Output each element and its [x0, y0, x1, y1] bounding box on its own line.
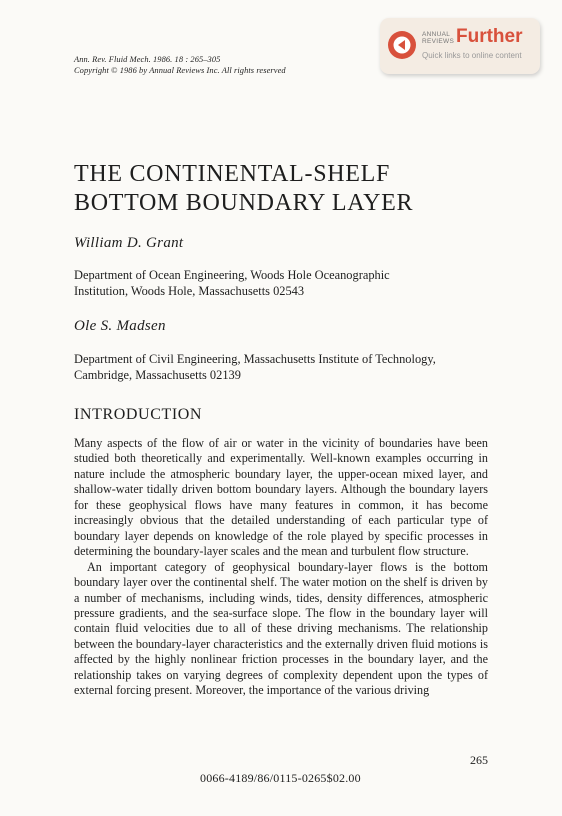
journal-reference — [74, 54, 286, 76]
article-title-line-1: THE CONTINENTAL-SHELF — [74, 161, 391, 187]
article-title-line-2: BOTTOM BOUNDARY LAYER — [74, 190, 414, 216]
article-title — [74, 160, 413, 218]
badge-further-label: Further — [456, 26, 523, 47]
paragraph: An important category of geophysical boundary-layer flows is the bottom boundary layer over the continental shelf. The water motion on the shelf is driven by a number of mechanisms, including winds, tides, density differences, atmospheric pressure gradients, and the sea-surface slope. The flow in the boundary layer will contain fluid velocities due to all of these driving mechanisms. The relationship between the boundary-layer characteristics and the externally driven fluid motions is affected by the highly nonlinear friction processes in the boundary layer, and the relationship takes on varying degrees of complexity dependent upon the types of external forcing present. Moreover, the importance of the various driving — [74, 559, 488, 698]
author-name: William D. Grant — [74, 235, 184, 251]
badge-subtitle: Quick links to online content — [422, 51, 522, 60]
affiliation-line: Department of Ocean Engineering, Woods Hole Oceanographic — [74, 268, 390, 282]
paragraph: Many aspects of the flow of air or water in the vicinity of boundaries have been studied both theoretically and experimentally. Well-known examples occurring in nature include the atmospheric boundary layer, the upper-ocean mixed layer, and shallow-water tidally driven bottom boundary layers. Although the boundary layers for these geophysical flows have many features in common, it has become increasingly obvious that the detailed understanding of each particular type of boundary layer depends on knowledge of the role played by specific processes in determining the boundary-layer scales and the mean and turbulent flow structure. — [74, 436, 488, 559]
play-arrow-icon — [387, 30, 417, 60]
author-affiliation — [74, 267, 504, 299]
badge-publisher-label — [422, 31, 454, 45]
page-number: 265 — [470, 753, 488, 767]
further-links-badge[interactable] — [380, 18, 540, 74]
badge-publisher-annual: ANNUAL — [422, 31, 451, 38]
body-text — [74, 436, 488, 699]
affiliation-line: Department of Civil Engineering, Massachusetts Institute of Technology, — [74, 352, 436, 366]
journal-citation: Ann. Rev. Fluid Mech. 1986. 18 : 265–305 — [74, 55, 221, 64]
affiliation-line: Cambridge, Massachusetts 02139 — [74, 368, 241, 382]
section-heading: INTRODUCTION — [74, 406, 203, 423]
article-code: 0066-4189/86/0115-0265$02.00 — [200, 771, 361, 785]
affiliation-line: Institution, Woods Hole, Massachusetts 02543 — [74, 284, 305, 298]
author-name: Ole S. Madsen — [74, 318, 166, 334]
copyright-notice: Copyright © 1986 by Annual Reviews Inc. All rights reserved — [74, 66, 286, 75]
badge-publisher-reviews: REVIEWS — [422, 38, 455, 45]
author-affiliation — [74, 351, 504, 383]
